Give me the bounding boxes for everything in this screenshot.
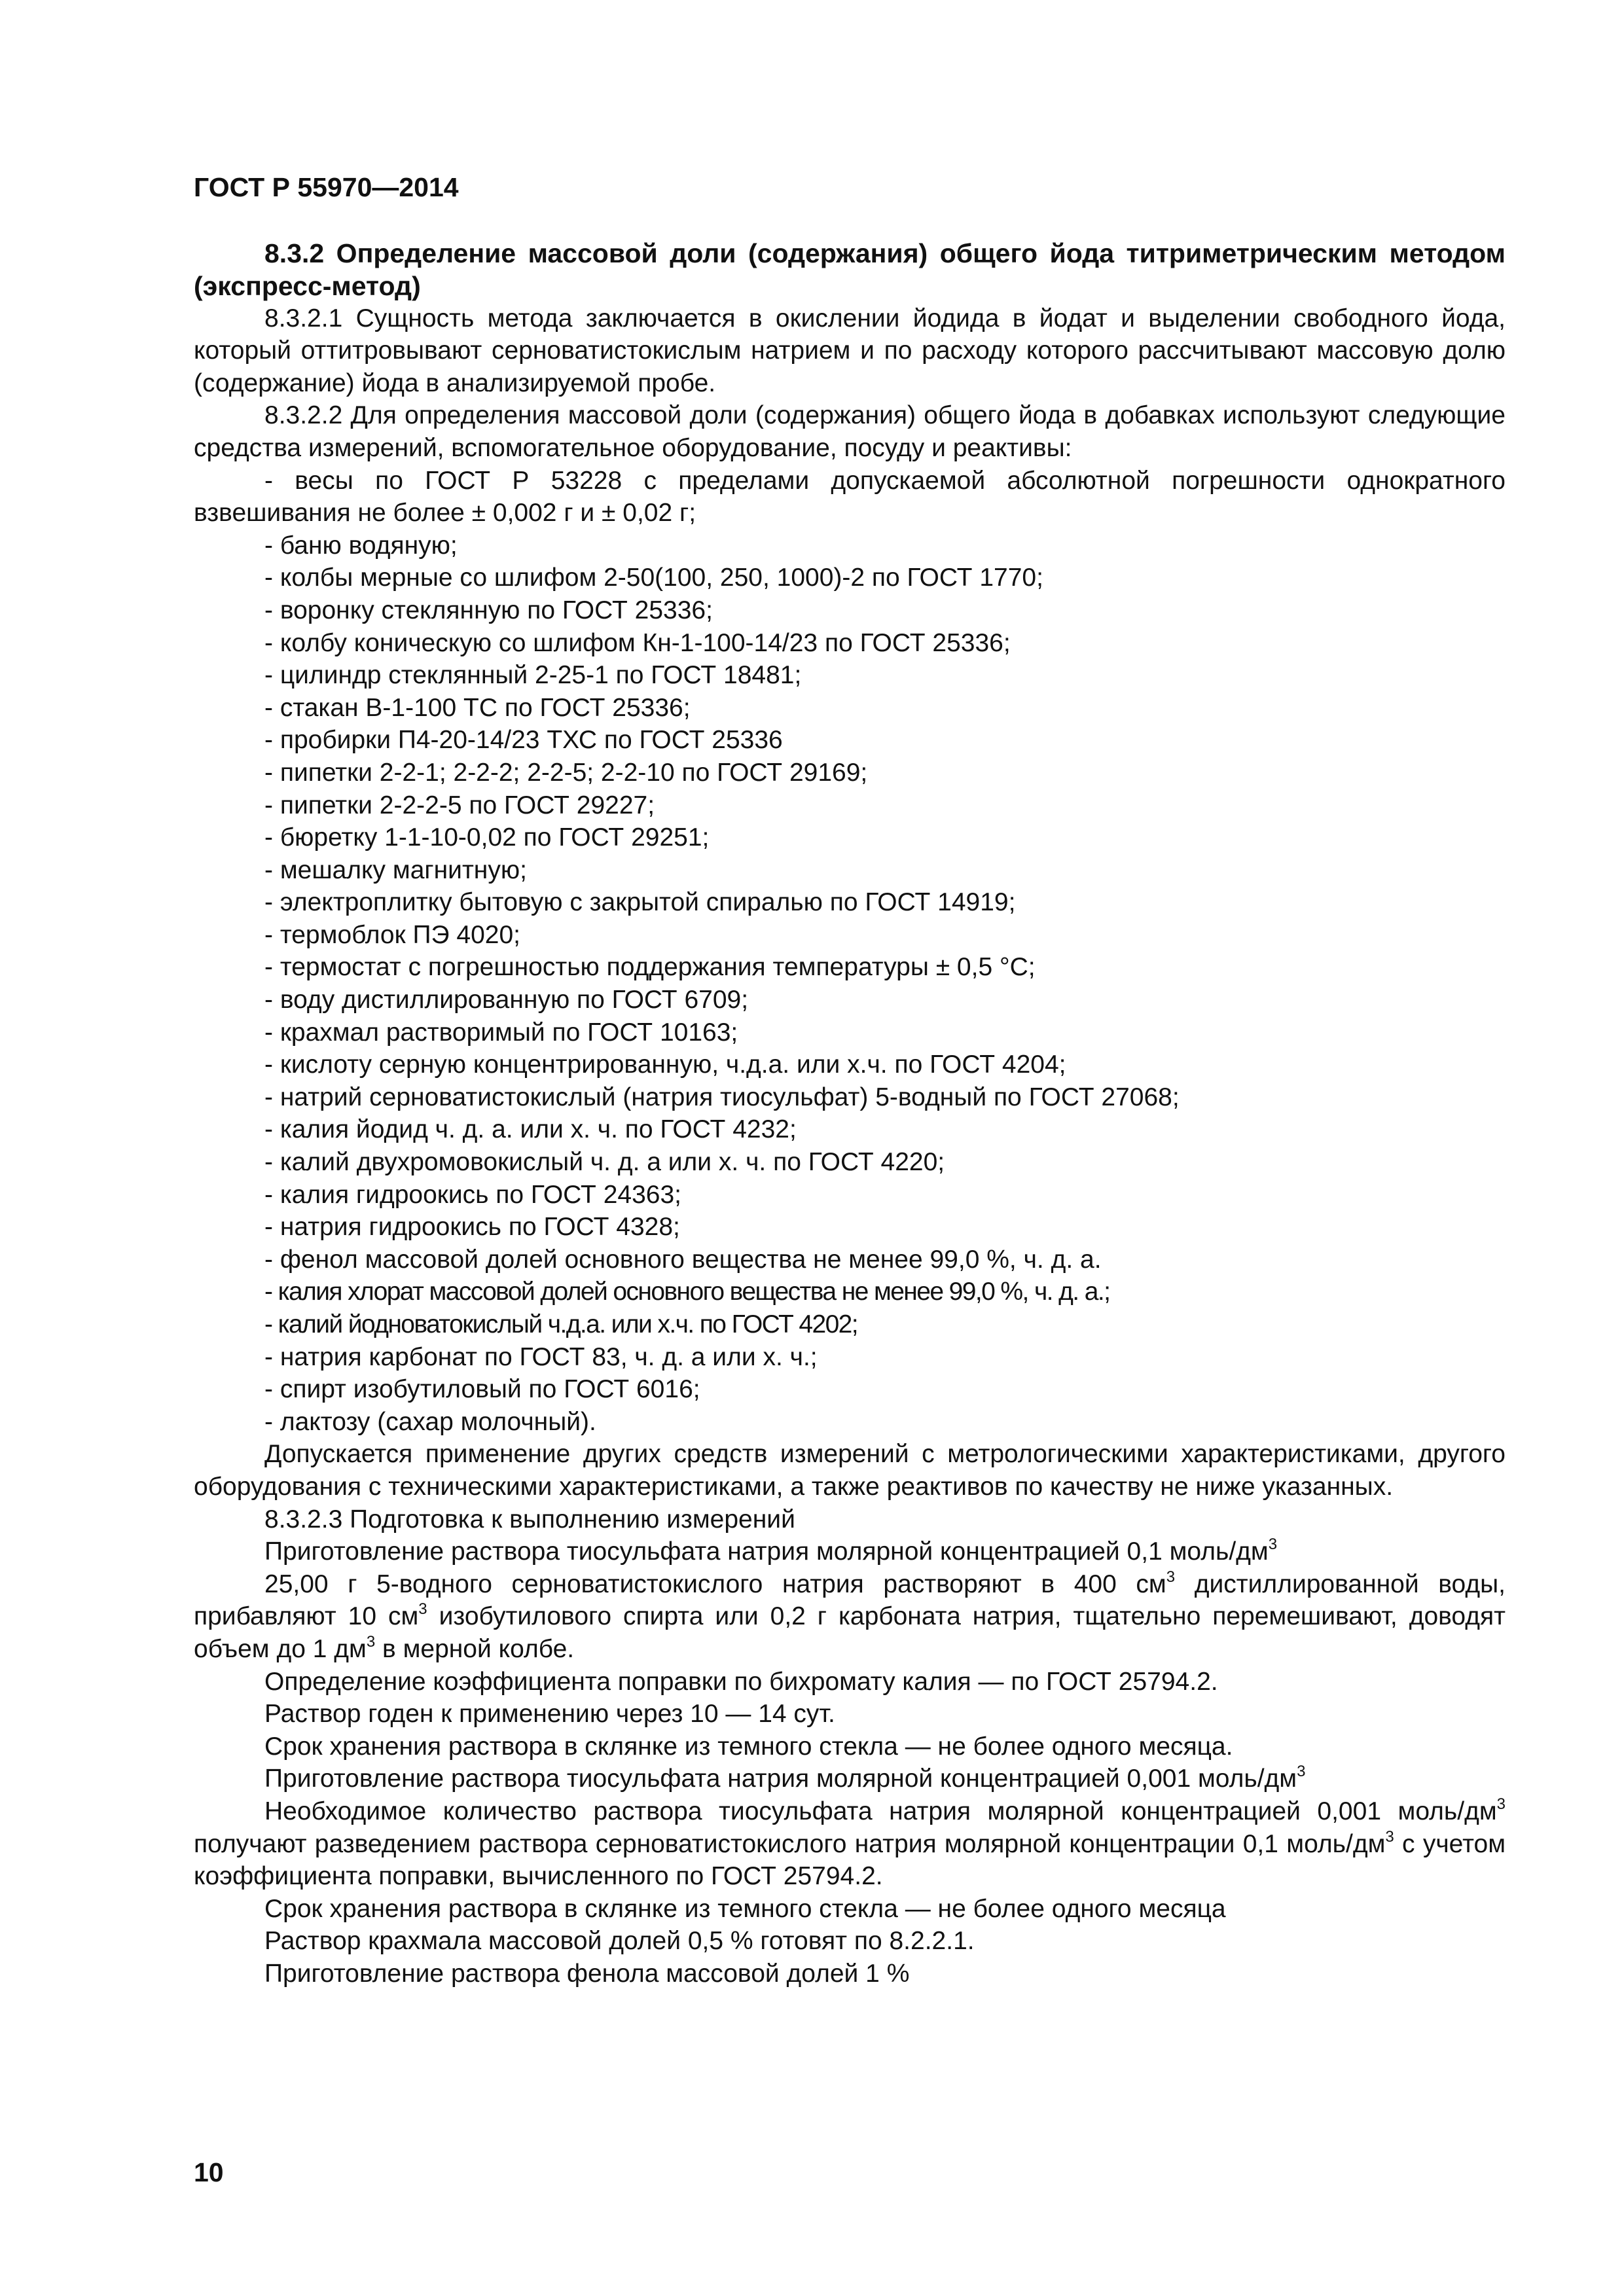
page-number: 10 [194,2157,224,2187]
paragraph-storage-2: Срок хранения раствора в склянке из темного стекла — не более одного месяца [264,1894,1226,1923]
superscript: 3 [1268,1535,1278,1554]
list-item: - электроплитку бытовую с закрытой спиралью по ГОСТ 14919; [264,888,1016,917]
text-segment: с учетом коэффициента поправки, вычисленного по ГОСТ 25794.2. [194,1829,1506,1891]
list-item: - мешалку магнитную; [264,855,527,884]
text-segment: получают разведением раствора серноватистокислого натрия молярной концентрации 0,1 моль/дм [194,1829,1386,1858]
text-segment: в мерной колбе. [375,1634,575,1663]
text-segment: дистиллированной воды, прибавляют 10 см [194,1570,1506,1631]
list-item: - бюретку 1-1-10-0,02 по ГОСТ 29251; [264,823,710,852]
text-segment: Приготовление раствора тиосульфата натрия молярной концентрацией 0,1 моль/дм [264,1537,1269,1566]
list-item: - весы по ГОСТ Р 53228 с пределами допускаемой абсолютной погрешности однократного взвешивания не более ± 0,002 г и ± 0,02 г; [194,466,1506,528]
list-item: - натрия гидроокись по ГОСТ 4328; [264,1213,680,1242]
list-item: - пипетки 2-2-1; 2-2-2; 2-2-5; 2-2-10 по ГОСТ 29169; [264,758,868,787]
text-segment: Приготовление раствора тиосульфата натрия молярной концентрацией 0,001 моль/дм [264,1765,1297,1793]
superscript: 3 [366,1632,376,1651]
superscript: 3 [1496,1795,1506,1813]
document-id: ГОСТ Р 55970—2014 [194,172,459,202]
list-item: - калия йодид ч. д. а. или х. ч. по ГОСТ 4232; [264,1115,797,1144]
paragraph-alternatives: Допускается применение других средств измерений с метрологическими характеристиками, другого оборудования с техническими характеристиками, а также реактивов по качеству не ниже указанных. [194,1440,1506,1501]
list-item: - термостат с погрешностью поддержания температуры ± 0,5 °С; [264,953,1036,982]
superscript: 3 [1166,1568,1176,1586]
document-page [194,171,1506,1990]
paragraph-starch-solution: Раствор крахмала массовой долей 0,5 % готовят по 8.2.2.1. [264,1927,975,1956]
list-item: - натрий серноватистокислый (натрия тиосульфат) 5-водный по ГОСТ 27068; [264,1083,1180,1111]
list-item: - цилиндр стеклянный 2-25-1 по ГОСТ 18481; [264,661,802,690]
text-segment: изобутилового спирта или 0,2 г карбоната натрия, тщательно перемешивают, доводят объем до 1 дм [194,1602,1506,1663]
list-item: - калия гидроокись по ГОСТ 24363; [264,1180,681,1209]
paragraph-equipment-intro: 8.3.2.2 Для определения массовой доли (содержания) общего йода в добавках используют следующие средства измерений, вспомогательное оборудование, посуду и реактивы: [194,401,1506,462]
list-item: - кислоту серную концентрированную, ч.д.а. или х.ч. по ГОСТ 4204; [264,1050,1066,1079]
paragraph-correction-coefficient: Определение коэффициента поправки по бихромату калия — по ГОСТ 25794.2. [264,1667,1218,1696]
list-item: - воду дистиллированную по ГОСТ 6709; [264,986,749,1014]
superscript: 3 [1385,1827,1394,1846]
list-item: - термоблок ПЭ 4020; [264,920,520,949]
list-item: - колбу коническую со шлифом Кн-1-100-14/23 по ГОСТ 25336; [264,628,1011,657]
paragraph-thiosulfate-0001-heading [194,1763,1506,1795]
text-segment: 25,00 г 5-водного серноватистокислого натрия растворяют в 400 см [264,1570,1166,1598]
paragraph-method-essence: 8.3.2.1 Сущность метода заключается в окислении йодида в йодат и выделении свободного йода, который оттитровывают серноватистокислым натрием и по расходу которого рассчитывают массовую долю (содержание) йода в анализируемой пробе. [194,304,1506,397]
superscript: 3 [418,1600,427,1619]
list-item: - колбы мерные со шлифом 2-50(100, 250, 1000)-2 по ГОСТ 1770; [264,564,1043,592]
list-item: - пипетки 2-2-2-5 по ГОСТ 29227; [264,791,655,819]
list-item: - пробирки П4-20-14/23 ТХС по ГОСТ 25336 [264,726,783,755]
paragraph-thiosulfate-01-procedure [194,1568,1506,1666]
superscript: 3 [1297,1763,1306,1781]
list-item: - калий йодноватокислый ч.д.а. или х.ч. по ГОСТ 4202; [264,1310,858,1338]
paragraph-phenol-solution: Приготовление раствора фенола массовой долей 1 % [264,1959,910,1988]
list-item: - крахмал растворимый по ГОСТ 10163; [264,1018,738,1047]
section-heading: 8.3.2 Определение массовой доли (содержания) общего йода титриметрическим методом (экспресс-метод) [194,238,1506,301]
list-item: - спирт изобутиловый по ГОСТ 6016; [264,1375,700,1404]
paragraph-preparation-heading: 8.3.2.3 Подготовка к выполнению измерений [264,1505,795,1534]
list-item: - калий двухромовокислый ч. д. а или х. ч. по ГОСТ 4220; [264,1148,945,1177]
paragraph-thiosulfate-01-heading [194,1535,1506,1568]
paragraph-storage-1: Срок хранения раствора в склянке из темного стекла — не более одного месяца. [264,1732,1233,1761]
text-segment: Необходимое количество раствора тиосульфата натрия молярной концентрацией 0,001 моль/дм [264,1797,1497,1825]
list-item: - баню водяную; [264,531,458,560]
list-item: - фенол массовой долей основного вещества не менее 99,0 %, ч. д. а. [264,1245,1102,1274]
paragraph-thiosulfate-0001-procedure [194,1795,1506,1893]
list-item: - воронку стеклянную по ГОСТ 25336; [264,596,713,624]
list-item: - натрия карбонат по ГОСТ 83, ч. д. а или х. ч.; [264,1342,818,1371]
list-item: - лактозу (сахар молочный). [264,1407,596,1436]
list-item: - стакан В-1-100 ТС по ГОСТ 25336; [264,693,691,722]
paragraph-usable-after: Раствор годен к применению через 10 — 14 сут. [264,1700,835,1729]
list-item: - калия хлорат массовой долей основного вещества не менее 99,0 %, ч. д. а.; [264,1278,1110,1306]
